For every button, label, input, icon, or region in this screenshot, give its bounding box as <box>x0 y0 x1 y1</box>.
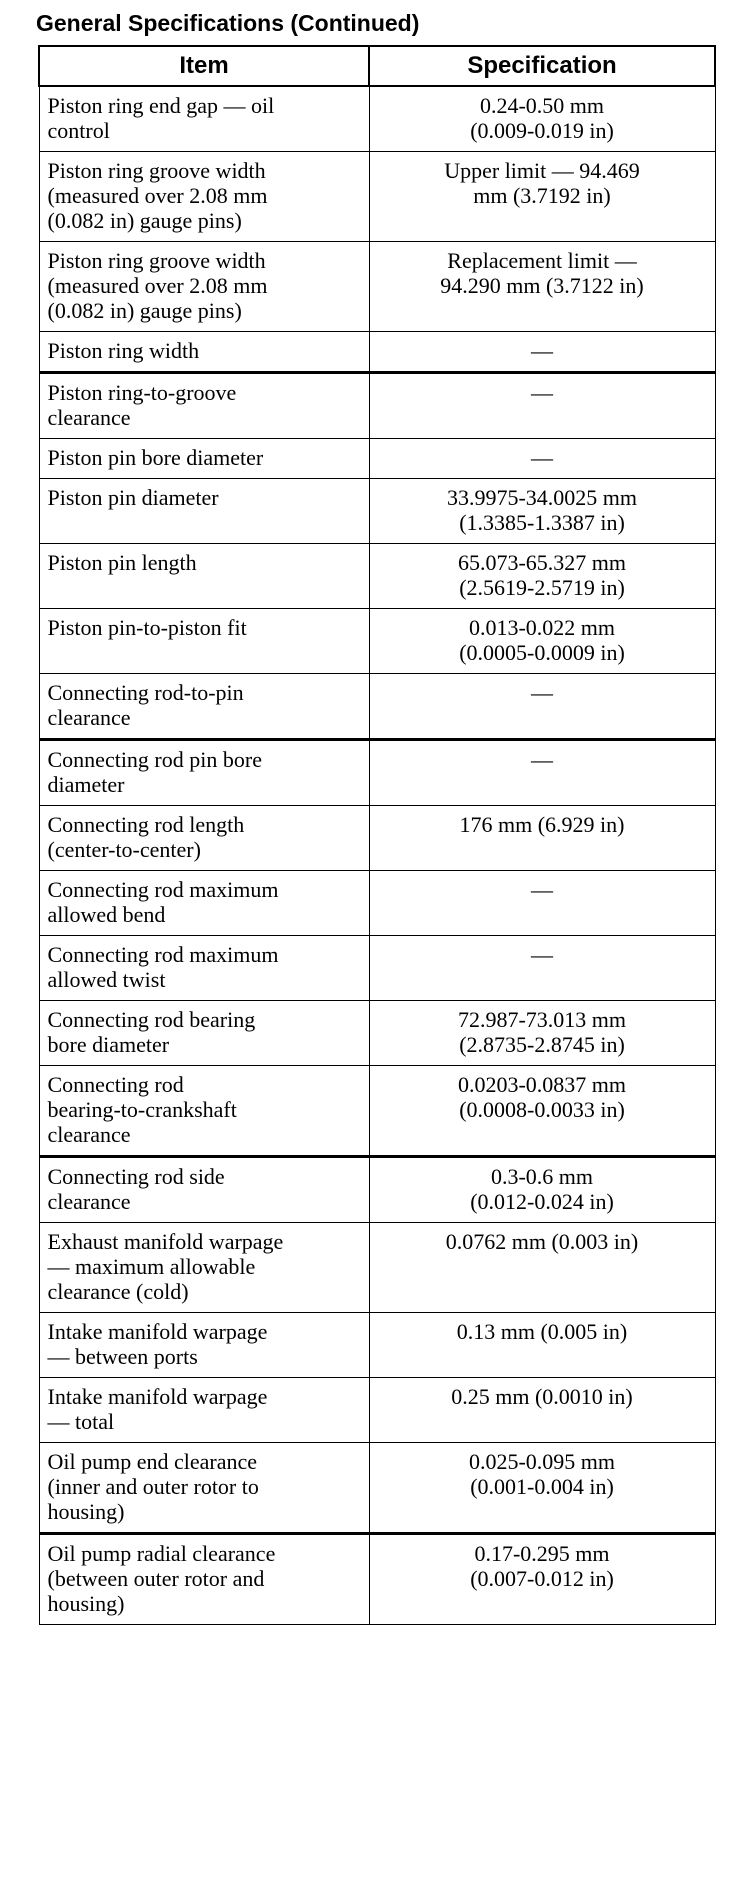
table-row <box>39 1534 715 1625</box>
table-row <box>39 609 715 674</box>
cell-specification-line: — <box>531 338 553 363</box>
cell-item-line: Intake manifold warpage <box>47 1319 268 1344</box>
cell-specification-line: 65.073-65.327 mm <box>457 550 627 575</box>
cell-specification <box>369 936 715 1001</box>
cell-specification-line: (0.0005-0.0009 in) <box>459 640 625 665</box>
column-header-item: Item <box>39 46 369 86</box>
table-row <box>39 806 715 871</box>
page-title: General Specifications (Continued) <box>36 10 420 36</box>
cell-specification-line: (0.009-0.019 in) <box>470 118 614 143</box>
cell-item-line: Piston pin length <box>47 550 197 575</box>
cell-specification-line: — <box>531 877 553 902</box>
table-row <box>39 674 715 740</box>
cell-item-line: control <box>47 118 110 143</box>
cell-item-line: Connecting rod-to-pin <box>47 680 244 705</box>
cell-item-line: (measured over 2.08 mm <box>47 273 268 298</box>
cell-item <box>39 740 369 806</box>
cell-item-line: diameter <box>47 772 125 797</box>
cell-item-line: Oil pump radial clearance <box>47 1541 276 1566</box>
cell-item <box>39 871 369 936</box>
cell-specification-line: Upper limit — 94.469 <box>444 158 640 183</box>
cell-specification-line: 0.0762 mm (0.003 in) <box>445 1229 639 1254</box>
table-row <box>39 740 715 806</box>
cell-item-line: (0.082 in) gauge pins) <box>47 208 242 233</box>
cell-specification-line: 33.9975-34.0025 mm <box>446 485 638 510</box>
cell-item-line: Connecting rod bearing <box>47 1007 256 1032</box>
cell-specification <box>369 1443 715 1534</box>
cell-item-line: — maximum allowable <box>47 1254 256 1279</box>
cell-item <box>39 674 369 740</box>
table-row <box>39 1313 715 1378</box>
cell-item-line: allowed twist <box>47 967 166 992</box>
cell-specification-line: — <box>531 445 553 470</box>
cell-specification-line: (2.8735-2.8745 in) <box>459 1032 625 1057</box>
cell-specification-line: 0.17-0.295 mm <box>474 1541 610 1566</box>
cell-specification-line: 0.3-0.6 mm <box>490 1164 594 1189</box>
cell-specification-line: (1.3385-1.3387 in) <box>459 510 625 535</box>
cell-specification <box>369 806 715 871</box>
cell-specification <box>369 1313 715 1378</box>
cell-item-line: clearance <box>47 1189 131 1214</box>
cell-specification-line: 0.013-0.022 mm <box>468 615 616 640</box>
cell-specification <box>369 1378 715 1443</box>
cell-item-line: Piston ring end gap — oil <box>47 93 275 118</box>
table-row <box>39 86 715 152</box>
cell-item-line: Connecting rod length <box>47 812 245 837</box>
cell-specification-line: (0.0008-0.0033 in) <box>459 1097 625 1122</box>
table-row <box>39 1001 715 1066</box>
table-row <box>39 1066 715 1157</box>
cell-item-line: Piston pin-to-piston fit <box>47 615 247 640</box>
cell-specification-line: (0.001-0.004 in) <box>470 1474 614 1499</box>
cell-item <box>39 1223 369 1313</box>
cell-item-line: (0.082 in) gauge pins) <box>47 298 242 323</box>
cell-item-line: Connecting rod side <box>47 1164 225 1189</box>
cell-item-line: Piston ring width <box>47 338 200 363</box>
cell-item <box>39 332 369 373</box>
cell-item-line: Piston pin diameter <box>47 485 219 510</box>
cell-specification-line: — <box>531 747 553 772</box>
cell-item <box>39 544 369 609</box>
cell-item-line: bearing-to-crankshaft <box>47 1097 237 1122</box>
cell-item <box>39 1001 369 1066</box>
cell-item <box>39 1534 369 1625</box>
cell-specification <box>369 609 715 674</box>
cell-specification <box>369 439 715 479</box>
cell-item-line: — total <box>47 1409 115 1434</box>
cell-item <box>39 242 369 332</box>
cell-item <box>39 1443 369 1534</box>
cell-specification-line: 0.13 mm (0.005 in) <box>456 1319 628 1344</box>
cell-item-line: — between ports <box>47 1344 198 1369</box>
cell-specification-line: 176 mm (6.929 in) <box>459 812 625 837</box>
table-row <box>39 439 715 479</box>
cell-item-line: (between outer rotor and <box>47 1566 265 1591</box>
table-row <box>39 936 715 1001</box>
cell-item-line: (center-to-center) <box>47 837 201 862</box>
cell-item-line: Piston ring-to-groove <box>47 380 237 405</box>
cell-item <box>39 1313 369 1378</box>
table-row <box>39 332 715 373</box>
cell-item <box>39 439 369 479</box>
cell-specification <box>369 740 715 806</box>
cell-specification <box>369 1001 715 1066</box>
cell-item <box>39 609 369 674</box>
cell-specification-line: — <box>531 380 553 405</box>
cell-item-line: clearance <box>47 405 131 430</box>
table-header-row <box>39 46 715 86</box>
cell-specification <box>369 871 715 936</box>
cell-item-line: clearance <box>47 705 131 730</box>
cell-item-line: Piston ring groove width <box>47 158 266 183</box>
cell-specification <box>369 1534 715 1625</box>
cell-specification <box>369 86 715 152</box>
cell-item-line: Piston pin bore diameter <box>47 445 264 470</box>
cell-item-line: bore diameter <box>47 1032 170 1057</box>
table-row <box>39 1378 715 1443</box>
cell-item <box>39 1378 369 1443</box>
cell-item <box>39 479 369 544</box>
cell-specification-line: 0.0203-0.0837 mm <box>457 1072 627 1097</box>
cell-item-line: clearance (cold) <box>47 1279 189 1304</box>
cell-item-line: housing) <box>47 1591 125 1616</box>
cell-specification-line: 72.987-73.013 mm <box>457 1007 627 1032</box>
cell-item <box>39 936 369 1001</box>
cell-item-line: Connecting rod <box>47 1072 184 1097</box>
cell-item-line: allowed bend <box>47 902 166 927</box>
cell-specification <box>369 1066 715 1157</box>
cell-item <box>39 1066 369 1157</box>
cell-specification-line: mm (3.7192 in) <box>473 183 611 208</box>
cell-item-line: Exhaust manifold warpage <box>47 1229 284 1254</box>
cell-specification-line: — <box>531 680 553 705</box>
cell-specification <box>369 373 715 439</box>
cell-item-line: Piston ring groove width <box>47 248 266 273</box>
table-row <box>39 152 715 242</box>
cell-item-line: (measured over 2.08 mm <box>47 183 268 208</box>
cell-item-line: Connecting rod pin bore <box>47 747 262 772</box>
cell-specification <box>369 242 715 332</box>
column-header-specification: Specification <box>369 46 715 86</box>
table-row <box>39 544 715 609</box>
cell-specification-line: 0.25 mm (0.0010 in) <box>451 1384 633 1409</box>
cell-specification <box>369 1223 715 1313</box>
cell-specification-line: — <box>531 942 553 967</box>
cell-specification <box>369 332 715 373</box>
cell-specification-line: 0.025-0.095 mm <box>468 1449 616 1474</box>
cell-specification <box>369 479 715 544</box>
cell-specification <box>369 544 715 609</box>
cell-item-line: (inner and outer rotor to <box>47 1474 259 1499</box>
table-row <box>39 1157 715 1223</box>
table-row <box>39 871 715 936</box>
cell-specification <box>369 152 715 242</box>
cell-item <box>39 1157 369 1223</box>
cell-item <box>39 86 369 152</box>
table-body <box>39 86 715 1625</box>
cell-specification-line: 94.290 mm (3.7122 in) <box>440 273 644 298</box>
table-row <box>39 1443 715 1534</box>
cell-specification-line: Replacement limit — <box>447 248 637 273</box>
table-row <box>39 479 715 544</box>
cell-specification <box>369 1157 715 1223</box>
cell-item-line: housing) <box>47 1499 125 1524</box>
table-row <box>39 242 715 332</box>
cell-item <box>39 806 369 871</box>
cell-specification-line: (0.007-0.012 in) <box>470 1566 614 1591</box>
cell-item-line: Connecting rod maximum <box>47 942 279 967</box>
cell-item-line: Oil pump end clearance <box>47 1449 258 1474</box>
cell-specification <box>369 674 715 740</box>
cell-item-line: Connecting rod maximum <box>47 877 279 902</box>
cell-item <box>39 373 369 439</box>
table-row <box>39 373 715 439</box>
cell-item-line: Intake manifold warpage <box>47 1384 268 1409</box>
cell-specification-line: (0.012-0.024 in) <box>470 1189 614 1214</box>
specifications-table <box>38 45 716 1625</box>
cell-specification-line: 0.24-0.50 mm <box>479 93 605 118</box>
table-row <box>39 1223 715 1313</box>
cell-item-line: clearance <box>47 1122 131 1147</box>
cell-specification-line: (2.5619-2.5719 in) <box>459 575 625 600</box>
cell-item <box>39 152 369 242</box>
